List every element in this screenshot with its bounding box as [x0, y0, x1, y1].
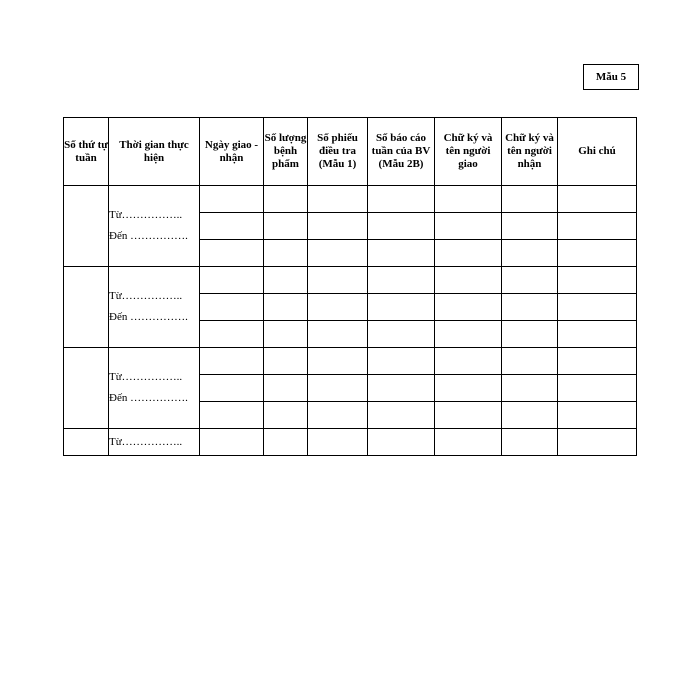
header-period: Thời gian thực hiện — [109, 118, 200, 186]
table-cell[interactable] — [308, 402, 368, 429]
table-cell[interactable] — [502, 402, 558, 429]
table-cell[interactable] — [200, 429, 264, 456]
table-cell[interactable] — [200, 213, 264, 240]
table-cell[interactable] — [502, 429, 558, 456]
table-cell[interactable] — [264, 348, 308, 375]
table-cell[interactable] — [264, 213, 308, 240]
table-cell[interactable] — [308, 240, 368, 267]
table-cell[interactable] — [368, 348, 435, 375]
header-week-number: Số thứ tự tuần — [64, 118, 109, 186]
table-header-row — [64, 118, 637, 186]
header-sender-signature: Chữ ký và tên người giao — [435, 118, 502, 186]
period-from-text: Từ…………….. — [109, 435, 183, 448]
table-cell[interactable] — [368, 321, 435, 348]
table-cell[interactable] — [200, 186, 264, 213]
table-cell[interactable] — [200, 348, 264, 375]
table-cell[interactable] — [558, 294, 637, 321]
table-cell[interactable] — [308, 267, 368, 294]
table-cell[interactable] — [264, 402, 308, 429]
table-cell[interactable] — [264, 321, 308, 348]
table-cell[interactable] — [308, 321, 368, 348]
table-cell[interactable] — [368, 186, 435, 213]
table-cell[interactable] — [502, 294, 558, 321]
header-receiver-signature: Chữ ký và tên người nhận — [502, 118, 558, 186]
table-cell[interactable] — [502, 375, 558, 402]
table-cell[interactable] — [435, 294, 502, 321]
weekly-delivery-table — [63, 117, 637, 456]
table-cell[interactable] — [200, 267, 264, 294]
table-cell[interactable] — [200, 321, 264, 348]
table-cell[interactable] — [368, 213, 435, 240]
table-cell[interactable] — [264, 267, 308, 294]
period-cell[interactable] — [109, 429, 200, 456]
period-cell[interactable] — [109, 186, 200, 267]
table-cell[interactable] — [435, 429, 502, 456]
period-from-text: Từ…………….. — [109, 371, 183, 383]
period-from-text: Từ…………….. — [109, 290, 183, 302]
table-cell[interactable] — [200, 402, 264, 429]
table-cell[interactable] — [435, 213, 502, 240]
header-delivery-date: Ngày giao - nhận — [200, 118, 264, 186]
table-cell[interactable] — [558, 267, 637, 294]
table-row — [64, 267, 637, 294]
table-cell[interactable] — [308, 294, 368, 321]
table-cell[interactable] — [502, 267, 558, 294]
table-cell[interactable] — [502, 213, 558, 240]
table-cell[interactable] — [200, 294, 264, 321]
table-cell[interactable] — [435, 402, 502, 429]
table-cell[interactable] — [264, 186, 308, 213]
table-cell[interactable] — [264, 429, 308, 456]
table-cell[interactable] — [200, 375, 264, 402]
table-cell[interactable] — [200, 240, 264, 267]
table-cell[interactable] — [558, 348, 637, 375]
form-number-label: Mẫu 5 — [583, 64, 639, 90]
table-cell[interactable] — [435, 348, 502, 375]
table-cell[interactable] — [502, 240, 558, 267]
table-cell[interactable] — [502, 348, 558, 375]
table-row — [64, 348, 637, 375]
table-cell[interactable] — [558, 240, 637, 267]
table-cell[interactable] — [558, 186, 637, 213]
period-cell[interactable] — [109, 267, 200, 348]
period-from-text: Từ…………….. — [109, 209, 183, 221]
table-cell[interactable] — [368, 429, 435, 456]
period-to-text: Đến ……………. — [109, 230, 188, 242]
table-cell[interactable] — [435, 186, 502, 213]
header-weekly-report-count: Số báo cáo tuần của BV (Mẫu 2B) — [368, 118, 435, 186]
table-row — [64, 429, 637, 456]
header-notes: Ghi chú — [558, 118, 637, 186]
table-cell[interactable] — [264, 375, 308, 402]
table-cell[interactable] — [435, 240, 502, 267]
header-sample-count: Số lượng bệnh phẩm — [264, 118, 308, 186]
table-cell[interactable] — [308, 429, 368, 456]
table-cell[interactable] — [308, 348, 368, 375]
period-to-text: Đến ……………. — [109, 392, 188, 404]
table-cell[interactable] — [368, 375, 435, 402]
week-number-cell[interactable] — [64, 429, 109, 456]
header-survey-count: Số phiếu điều tra (Mẫu 1) — [308, 118, 368, 186]
table-cell[interactable] — [308, 375, 368, 402]
period-to-text: Đến ……………. — [109, 311, 188, 323]
table-row — [64, 186, 637, 213]
period-cell[interactable] — [109, 348, 200, 429]
table-cell[interactable] — [502, 321, 558, 348]
table-cell[interactable] — [368, 402, 435, 429]
table-cell[interactable] — [435, 321, 502, 348]
table-cell[interactable] — [558, 213, 637, 240]
week-number-cell[interactable] — [64, 348, 109, 429]
table-cell[interactable] — [502, 186, 558, 213]
table-cell[interactable] — [435, 267, 502, 294]
table-cell[interactable] — [368, 267, 435, 294]
table-cell[interactable] — [435, 375, 502, 402]
table-cell[interactable] — [558, 429, 637, 456]
table-cell[interactable] — [264, 294, 308, 321]
week-number-cell[interactable] — [64, 186, 109, 267]
table-cell[interactable] — [558, 402, 637, 429]
table-cell[interactable] — [264, 240, 308, 267]
table-cell[interactable] — [308, 213, 368, 240]
table-cell[interactable] — [308, 186, 368, 213]
table-cell[interactable] — [368, 240, 435, 267]
week-number-cell[interactable] — [64, 267, 109, 348]
table-cell[interactable] — [558, 321, 637, 348]
table-cell[interactable] — [558, 375, 637, 402]
table-cell[interactable] — [368, 294, 435, 321]
